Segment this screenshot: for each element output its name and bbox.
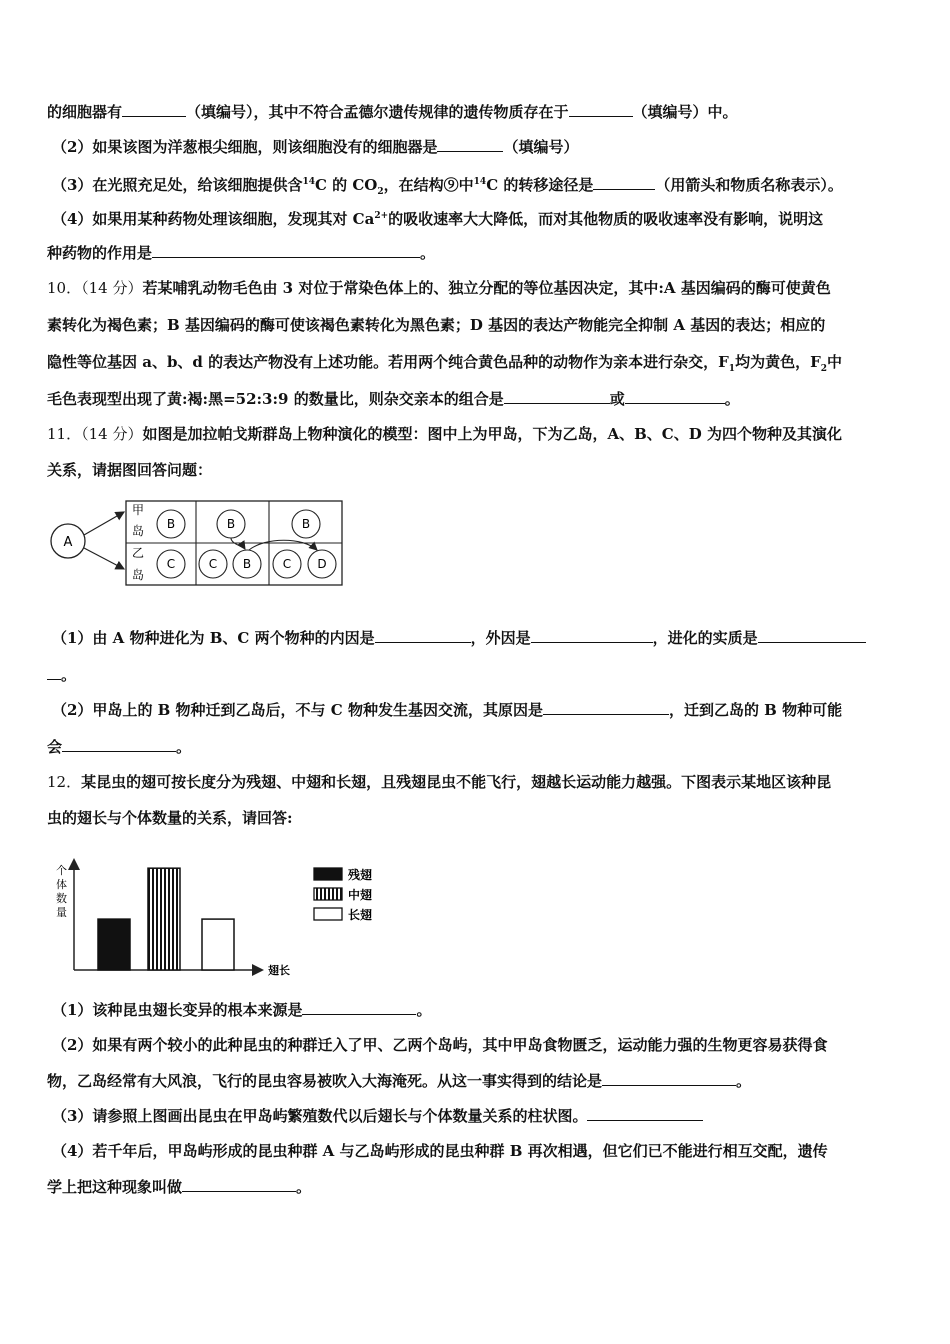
legend-label: 中翅	[348, 888, 373, 902]
text: 。	[736, 1072, 752, 1090]
superscript: 14	[302, 177, 315, 187]
species-label: D	[317, 557, 327, 571]
answer-blank[interactable]	[437, 137, 503, 152]
island-bottom-label: 岛	[132, 568, 145, 582]
answer-blank[interactable]	[531, 628, 653, 643]
x-axis-label: 翅长	[268, 964, 290, 977]
q10-line4	[47, 389, 740, 409]
question-number: 10．（14 分）	[47, 279, 143, 297]
text: 或	[609, 390, 625, 408]
text: 。	[416, 1001, 432, 1019]
text: （填编号）中。	[632, 103, 738, 121]
text: 学上把这种现象叫做	[47, 1178, 183, 1196]
q9-part4	[52, 206, 823, 229]
q12-part4	[52, 1141, 828, 1161]
answer-blank[interactable]	[625, 389, 725, 404]
q9-part2	[52, 137, 578, 157]
species-label: B	[226, 517, 236, 531]
species-label: C	[208, 557, 218, 571]
q11-line2	[47, 460, 212, 480]
q12-line2	[47, 808, 293, 828]
text: 。	[420, 244, 436, 262]
y-axis-label-char: 个	[56, 864, 67, 877]
text: 种药物的作用是	[47, 244, 153, 262]
text: （3）在光照充足处，给该细胞提供含	[52, 176, 303, 194]
bar-0	[98, 919, 130, 970]
text: 中	[826, 353, 842, 371]
text: 如图是加拉帕戈斯群岛上物种演化的模型：图中上为甲岛，下为乙岛，A、B、C、D 为四个物种及其演化	[142, 425, 842, 443]
island-top-label: 岛	[132, 524, 145, 538]
migration-arrow	[249, 540, 317, 550]
legend-swatch	[314, 868, 342, 880]
text: 毛色表现型出现了黄:褐:黑=52:3:9 的数量比，则杂交亲本的组合是	[47, 390, 504, 408]
text: 。	[176, 738, 192, 756]
answer-blank[interactable]	[182, 1177, 296, 1192]
q12-part1	[52, 1000, 431, 1020]
answer-blank[interactable]	[593, 175, 655, 190]
text: （4）若千年后，甲岛屿形成的昆虫种群 A 与乙岛屿形成的昆虫种群 B 再次相遇，但它们已不能进行相互交配，遗传	[52, 1142, 828, 1160]
answer-blank[interactable]	[302, 1000, 416, 1015]
q11-part1-line2	[47, 665, 76, 685]
text: （2）如果该图为洋葱根尖细胞，则该细胞没有的细胞器是	[52, 138, 438, 156]
text: ，进化的实质是	[652, 629, 758, 647]
text: C 的转移途径是	[486, 176, 594, 194]
wing-length-bar-chart	[52, 850, 392, 982]
text: 。	[61, 666, 77, 684]
text: 的吸收速率大大降低，而对其他物质的吸收速率没有影响，说明这	[388, 210, 824, 228]
superscript: 2+	[374, 211, 389, 221]
answer-blank[interactable]	[62, 737, 176, 752]
q12-part2-line2	[47, 1071, 751, 1091]
q9-line1	[47, 102, 738, 122]
answer-blank[interactable]	[602, 1071, 736, 1086]
q10-line1	[47, 278, 831, 298]
species-label: C	[166, 557, 176, 571]
superscript: 14	[473, 177, 487, 187]
species-label: C	[282, 557, 292, 571]
text: 隐性等位基因 a、b、d 的表达产物没有上述功能。若用两个纯合黄色品种的动物作为亲本进行杂交，F	[47, 353, 729, 371]
species-evolution-diagram	[47, 497, 347, 589]
island-bottom-label: 乙	[132, 546, 145, 560]
text: （用箭头和物质名称表示）。	[655, 176, 843, 194]
arrow-to-bottom	[84, 548, 124, 569]
bar-1	[148, 868, 180, 970]
question-number: 12．	[47, 773, 82, 791]
text: 均为黄色，F	[735, 353, 821, 371]
species-label: B	[301, 517, 311, 531]
bar-2	[202, 919, 234, 970]
species-label: B	[166, 517, 176, 531]
q12-part3	[52, 1106, 703, 1126]
subscript: 2	[820, 364, 827, 374]
text: 关系，请据图回答问题：	[47, 461, 213, 479]
text: 某昆虫的翅可按长度分为残翅、中翅和长翅，且残翅昆虫不能飞行，翅越长运动能力越强。下图表示某地区该种昆	[81, 773, 832, 791]
species-label: B	[242, 557, 252, 571]
answer-blank[interactable]	[122, 102, 186, 117]
text: 物，乙岛经常有大风浪，飞行的昆虫容易被吹入大海淹死。从这一事实得到的结论是	[47, 1072, 603, 1090]
text: ，外因是	[470, 629, 531, 647]
answer-blank[interactable]	[758, 628, 866, 643]
text: 。	[296, 1178, 312, 1196]
arrow-to-top	[84, 512, 124, 535]
answer-blank[interactable]	[569, 102, 633, 117]
y-axis-label-char: 体	[56, 878, 67, 891]
text: （3）请参照上图画出昆虫在甲岛屿繁殖数代以后翅长与个体数量关系的柱状图。	[52, 1107, 588, 1125]
text: 的细胞器有	[47, 103, 123, 121]
legend-label: 长翅	[348, 908, 373, 922]
answer-blank[interactable]	[543, 700, 669, 715]
text: ，迁到乙岛的 B 物种可能	[668, 701, 843, 719]
text: （2）如果有两个较小的此种昆虫的种群迁入了甲、乙两个岛屿，其中甲岛食物匮乏，运动能力强的生物更容易获得食	[52, 1036, 828, 1054]
island-top-label: 甲	[132, 503, 145, 517]
text: C 的 CO	[314, 176, 378, 194]
q12-part4-line2	[47, 1177, 311, 1197]
q11-part2-line2	[47, 737, 191, 757]
text: （1）由 A 物种进化为 B、C 两个物种的内因是	[52, 629, 375, 647]
q12-part2	[52, 1035, 827, 1055]
subscript: 2	[377, 187, 384, 197]
answer-blank[interactable]	[152, 243, 420, 258]
answer-blank[interactable]	[587, 1106, 703, 1121]
text: 。	[724, 390, 740, 408]
species-a-label: A	[63, 535, 73, 550]
q11-part2	[52, 700, 842, 720]
answer-blank[interactable]	[504, 389, 610, 404]
text: （填编号），其中不符合孟德尔遗传规律的遗传物质存在于	[186, 103, 569, 121]
text: ，在结构⑨中	[383, 176, 474, 194]
text: （填编号）	[503, 138, 579, 156]
text: （1）该种昆虫翅长变异的根本来源是	[52, 1001, 303, 1019]
subscript: 1	[728, 364, 736, 374]
answer-blank[interactable]	[375, 628, 471, 643]
text: 若某哺乳动物毛色由 3 对位于常染色体上的、独立分配的等位基因决定，其中:A 基因编码的酶可使黄色	[142, 279, 831, 297]
q11-part1	[52, 628, 866, 648]
text: （2）甲岛上的 B 物种迁到乙岛后，不与 C 物种发生基因交流，其原因是	[52, 701, 543, 719]
text: 素转化为褐色素；B 基因编码的酶可使该褐色素转化为黑色素；D 基因的表达产物能完全抑制 A 基因的表达；相应的	[47, 316, 826, 334]
text: 虫的翅长与个体数量的关系，请回答:	[47, 809, 293, 827]
y-axis-label-char: 数	[56, 892, 67, 905]
legend-swatch	[314, 888, 342, 900]
q10-line3	[47, 352, 842, 379]
text: （4）如果用某种药物处理该细胞，发现其对 Ca	[52, 210, 375, 228]
q9-part4-line2	[47, 243, 435, 263]
legend-swatch	[314, 908, 342, 920]
q10-line2	[47, 315, 825, 335]
question-number: 11．（14 分）	[47, 425, 143, 443]
q11-line1	[47, 424, 842, 444]
q9-part3	[52, 172, 843, 202]
q12-line1	[47, 772, 831, 792]
y-axis-label-char: 量	[56, 906, 67, 919]
legend-label: 残翅	[348, 868, 373, 882]
text: 会	[47, 738, 63, 756]
answer-blank[interactable]	[47, 665, 61, 680]
